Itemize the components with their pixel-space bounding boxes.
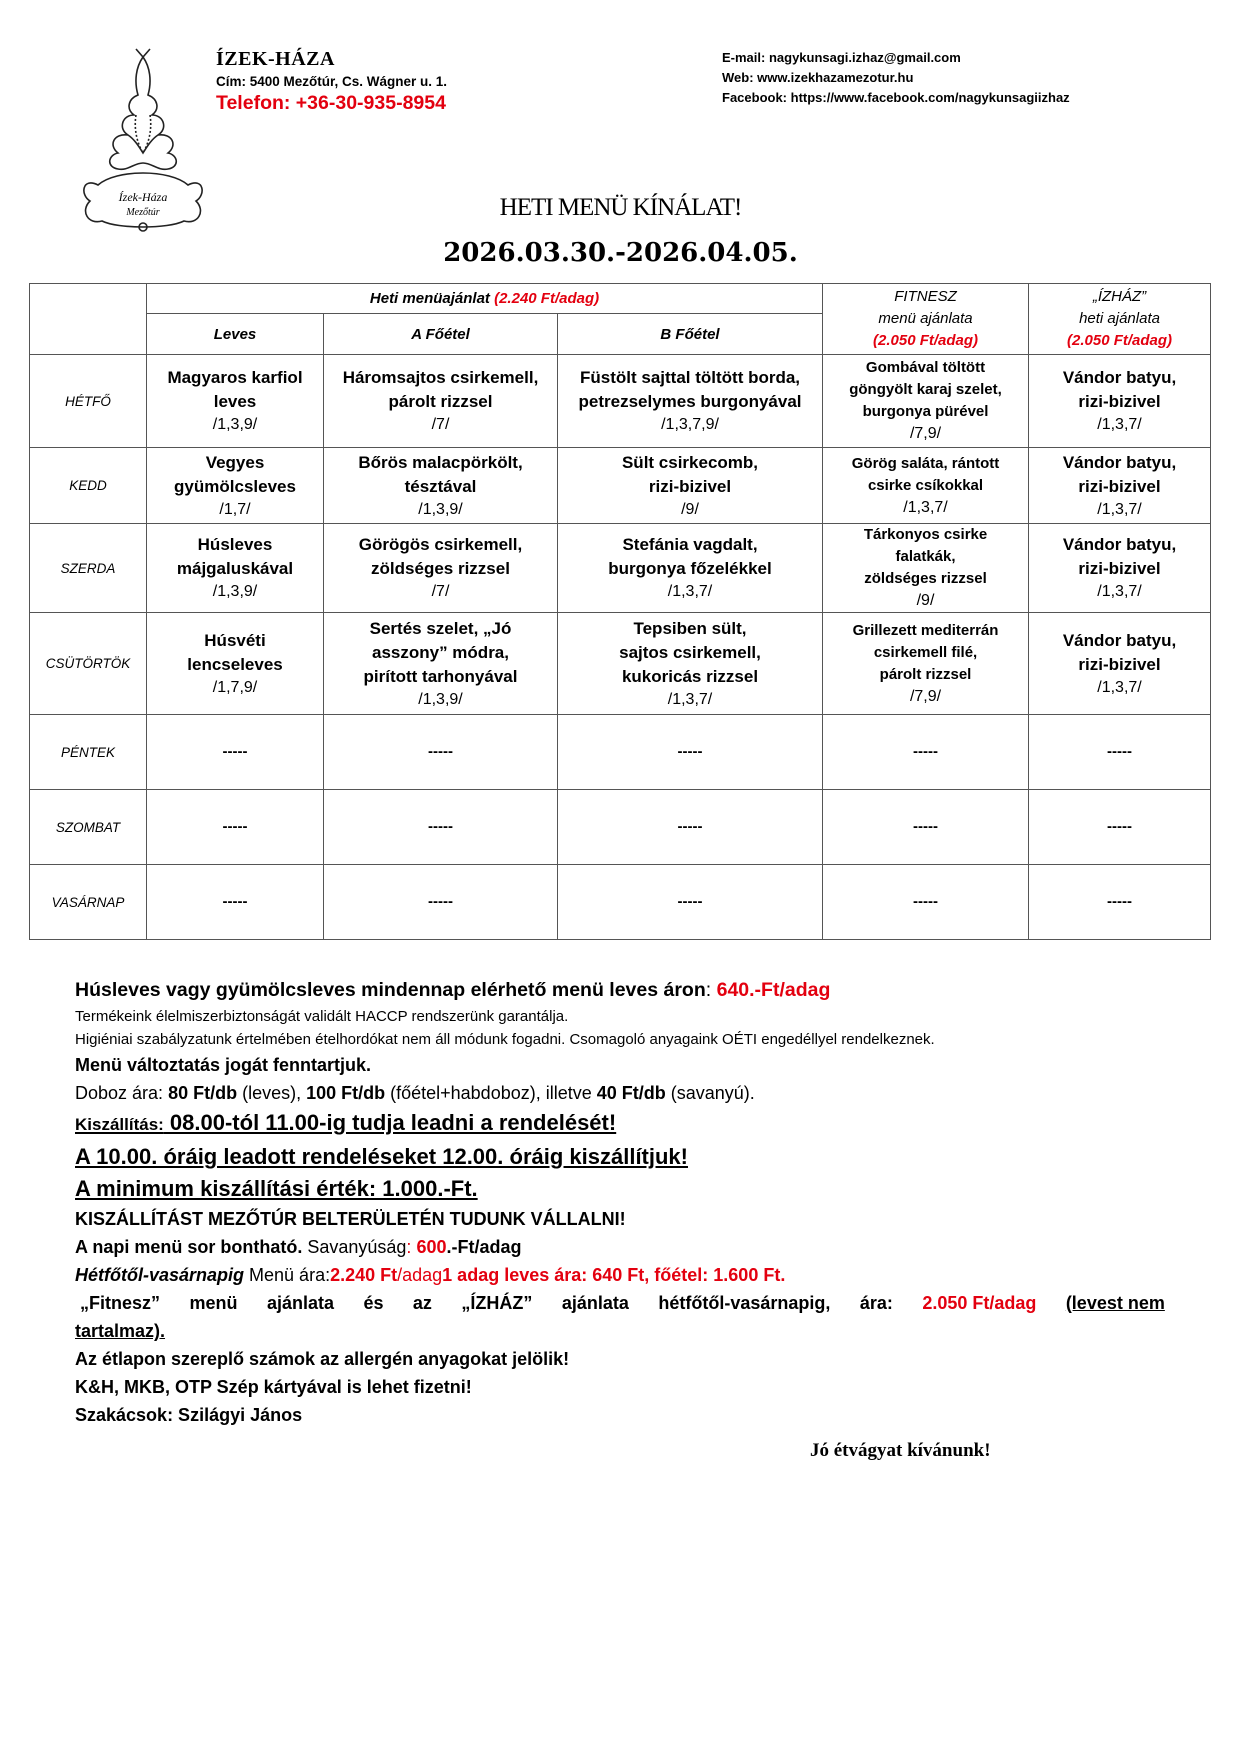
fitness-word: ára: (859, 1293, 893, 1313)
allergen-codes: /1,7,9/ (212, 678, 258, 696)
allergen-codes: /1,3,7/ (1097, 416, 1142, 433)
dish-name: zöldséges rizzsel (371, 559, 510, 578)
fitness-header-price: (2.050 Ft/adag) (873, 332, 979, 349)
note-soup-offer (75, 976, 1165, 1005)
pickle-unit: .-Ft/adag (446, 1237, 522, 1257)
empty-marker: ----- (428, 818, 453, 835)
bon-appetit: Jó étvágyat kívánunk! (810, 1440, 991, 1461)
menu-cell-izhaz (1029, 790, 1211, 865)
dish-name: Stefánia vagdalt, (622, 535, 758, 554)
contact-web[interactable]: Web: www.izekhazamezotur.hu (722, 70, 914, 85)
note-soup-price: 640.-Ft/adag (711, 979, 831, 1001)
dish-name: Húsvéti (204, 630, 266, 650)
dish-name: Vándor batyu, (1062, 452, 1177, 472)
empty-marker: ----- (1107, 893, 1132, 910)
table-row (30, 790, 1211, 865)
note-payment-cards: K&H, MKB, OTP Szép kártyával is lehet fizetni! (75, 1377, 472, 1397)
day-label: VASÁRNAP (30, 865, 147, 940)
dish-name: Vándor batyu, (1062, 630, 1177, 650)
note-soup-colon: : (705, 979, 712, 1001)
fitness-word: ajánlata (561, 1293, 629, 1313)
allergen-codes: /1,3,7/ (667, 690, 713, 708)
note-delivery-promise: A 10.00. óráig leadott rendeléseket 12.00. óráig kiszállítjuk! (75, 1144, 688, 1169)
menu-cell-main-b (558, 865, 823, 940)
fitness-note-end: tartalmaz). (75, 1321, 166, 1341)
menu-cell-soup (147, 715, 324, 790)
dish-name: rizi-bizivel (1078, 476, 1161, 496)
fitness-header (823, 284, 1029, 355)
menu-cell-soup (147, 865, 324, 940)
allergen-codes: /7,9/ (909, 425, 942, 442)
table-row (30, 865, 1211, 940)
fitness-word: menü (189, 1293, 238, 1313)
menu-cell-main-a (324, 613, 558, 715)
dish-name: Görög saláta, rántott (851, 454, 1000, 472)
weekly-price-unit: /adag (397, 1265, 443, 1285)
menu-cell-fitness (823, 448, 1029, 524)
dish-name: asszony” módra, (372, 642, 509, 662)
pickle-label: Savanyúság (302, 1237, 407, 1257)
menu-table (29, 283, 1211, 940)
menu-cell-izhaz (1029, 448, 1211, 524)
col-header-main-b: B Főétel (558, 314, 823, 355)
dish-name: Vegyes (205, 452, 265, 472)
menu-cell-main-a (324, 448, 558, 524)
empty-marker: ----- (222, 893, 248, 910)
empty-marker: ----- (1107, 818, 1132, 835)
izhaz-header (1029, 284, 1211, 355)
dish-name: pirított tarhonyával (363, 666, 518, 686)
dish-name: Gombával töltött (865, 359, 986, 376)
table-row (30, 613, 1211, 715)
dish-name: Bőrös malacpörkölt, (358, 452, 523, 472)
date-range: 2026.03.30.-2026.04.05. (443, 238, 798, 268)
menu-cell-fitness (823, 524, 1029, 613)
allergen-codes: /1,3,9/ (418, 500, 463, 518)
weekly-offer-price: (2.240 Ft/adag) (494, 290, 600, 307)
col-header-soup: Leves (147, 314, 324, 355)
menu-cell-fitness (823, 715, 1029, 790)
empty-marker: ----- (913, 893, 938, 910)
day-label: SZOMBAT (30, 790, 147, 865)
logo-subtext: Mezőtúr (126, 207, 160, 218)
dish-name: rizi-bizivel (1078, 654, 1161, 674)
note-delivery-time (75, 1107, 1165, 1141)
allergen-codes: /1,3,7/ (1097, 678, 1142, 696)
day-label: CSÜTÖRTÖK (30, 613, 147, 715)
dish-name: Vándor batyu, (1062, 368, 1177, 387)
empty-marker: ----- (677, 893, 703, 910)
dish-name: rizi-bizivel (1078, 392, 1161, 411)
delivery-time: 08.00-tól 11.00-ig tudja leadni a rendelését! (163, 1110, 617, 1135)
allergen-codes: /1,3,7/ (903, 498, 948, 516)
weekly-offer-label: Heti menüajánlat (369, 290, 490, 307)
day-label: SZERDA (30, 524, 147, 613)
empty-marker: ----- (913, 743, 938, 760)
dish-name: gyümölcsleves (174, 476, 296, 496)
weekly-days: Hétfőtől-vasárnapig (75, 1265, 245, 1285)
menu-cell-main-a (324, 355, 558, 448)
menu-cell-main-b (558, 613, 823, 715)
menu-cell-izhaz (1029, 865, 1211, 940)
weekly-price-detail: 1 adag leves ára: 640 Ft, főétel: 1.600 Ft. (442, 1265, 786, 1285)
split-text: A napi menü sor bontható. (75, 1237, 303, 1257)
dish-name: Füstölt sajttal töltött borda, (579, 368, 801, 387)
menu-cell-main-b (558, 524, 823, 613)
corner-cell (30, 284, 147, 355)
dish-name: sajtos csirkemell, (619, 642, 761, 662)
dish-name: Grillezett mediterrán (852, 621, 999, 639)
fitness-word: ajánlata (266, 1293, 334, 1313)
table-row (30, 355, 1211, 448)
box-price-main: 100 Ft/db (306, 1083, 386, 1103)
box-text-soup: (leves), (237, 1083, 307, 1103)
izhaz-header-title: „ÍZHÁZ” (1092, 288, 1147, 305)
fitness-word: „ÍZHÁZ” (461, 1293, 533, 1313)
note-hygiene: Higiéniai szabályzatunk értelmében ételhordókat nem áll módunk fogadni. Csomagoló anyagaink OÉTI engedéllyel rendelkeznek. (75, 1031, 935, 1048)
allergen-codes: /7/ (431, 416, 450, 433)
fitness-word: „Fitnesz” (80, 1293, 161, 1313)
page-title: HETI MENÜ KÍNÁLAT! (499, 194, 742, 221)
menu-cell-soup (147, 790, 324, 865)
delivery-label: Kiszállítás: (75, 1115, 164, 1134)
day-label: PÉNTEK (30, 715, 147, 790)
dish-name: Háromsajtos csirkemell, (342, 368, 539, 387)
pickle-price: 600 (411, 1237, 447, 1257)
business-info (216, 48, 447, 115)
dish-name: csirke csíkokkal (867, 476, 984, 494)
menu-cell-soup (147, 448, 324, 524)
table-row (30, 715, 1211, 790)
allergen-codes: /1,3,7/ (667, 583, 713, 600)
menu-cell-main-b (558, 448, 823, 524)
box-text-pickle: (savanyú). (665, 1083, 755, 1103)
allergen-codes: /9/ (916, 592, 935, 609)
dish-name: rizi-bizivel (1078, 559, 1161, 578)
menu-cell-izhaz (1029, 613, 1211, 715)
logo-text: Ízek-Háza (118, 190, 168, 204)
allergen-codes: /1,3,7,9/ (661, 416, 719, 433)
allergen-codes: /1,3,7/ (1097, 583, 1142, 600)
box-text-main: (főétel+habdoboz), illetve (385, 1083, 597, 1103)
empty-marker: ----- (677, 743, 703, 760)
empty-marker: ----- (428, 743, 453, 760)
dish-name: rizi-bizivel (648, 476, 732, 496)
contact-email[interactable]: E-mail: nagykunsagi.izhaz@gmail.com (722, 50, 961, 65)
note-chefs: Szakácsok: Szilágyi János (75, 1405, 303, 1425)
izhaz-header-price: (2.050 Ft/adag) (1067, 332, 1173, 349)
dish-name: májgaluskával (176, 559, 294, 578)
pickle-colon: : (406, 1237, 412, 1257)
dish-name: csirkemell filé, (873, 643, 978, 661)
allergen-codes: /1,3,9/ (418, 690, 463, 708)
dish-name: lencseleves (187, 654, 283, 674)
allergen-codes: /1,3,7/ (1097, 500, 1142, 518)
note-minimum-order: A minimum kiszállítási érték: 1.000.-Ft. (75, 1176, 478, 1201)
business-name: ÍZEK-HÁZA (216, 48, 335, 70)
allergen-codes: /7/ (431, 583, 450, 600)
dish-name: Sertés szelet, „Jó (369, 618, 512, 638)
business-address: Cím: 5400 Mezőtúr, Cs. Wágner u. 1. (216, 74, 448, 89)
allergen-codes: /1,3,9/ (212, 416, 258, 433)
table-row (30, 448, 1211, 524)
menu-cell-soup (147, 524, 324, 613)
dish-name: leves (213, 392, 257, 411)
empty-marker: ----- (913, 818, 938, 835)
table-row (30, 524, 1211, 613)
dish-name: göngyölt karaj szelet, (849, 381, 1002, 398)
dish-name: falatkák, (895, 548, 956, 565)
empty-marker: ----- (222, 818, 248, 835)
empty-marker: ----- (428, 893, 453, 910)
fitness-word: és (363, 1293, 384, 1313)
dish-name: Görögös csirkemell, (358, 535, 523, 554)
dish-name: burgonya főzelékkel (608, 559, 772, 578)
menu-cell-fitness (823, 613, 1029, 715)
note-box-prices (75, 1079, 1165, 1107)
dish-name: kukoricás rizzsel (621, 666, 759, 686)
dish-name: Vándor batyu, (1062, 535, 1177, 554)
weekly-price-value: 2.240 Ft (330, 1265, 398, 1285)
menu-cell-soup (147, 355, 324, 448)
menu-cell-main-b (558, 715, 823, 790)
table-header-row (30, 284, 1211, 314)
dish-name: Sült csirkecomb, (621, 452, 759, 472)
menu-cell-main-a (324, 865, 558, 940)
col-header-main-a: A Főétel (324, 314, 558, 355)
menu-cell-fitness (823, 790, 1029, 865)
note-delivery-area: KISZÁLLÍTÁST MEZŐTÚR BELTERÜLETÉN TUDUNK VÁLLALNI! (75, 1209, 626, 1229)
fitness-header-title: FITNESZ (894, 288, 957, 305)
menu-cell-izhaz (1029, 524, 1211, 613)
note-fitness-offer (75, 1289, 1165, 1317)
dish-name: párolt rizzsel (879, 665, 972, 683)
dish-name: párolt rizzsel (388, 392, 493, 411)
dish-name: burgonya pürével (862, 403, 989, 420)
dish-name: Tepsiben sült, (633, 618, 747, 638)
empty-marker: ----- (1107, 743, 1132, 760)
box-price-pickle: 40 Ft/db (596, 1083, 666, 1103)
fitness-header-subtitle: menü ajánlata (878, 310, 973, 327)
menu-cell-main-a (324, 524, 558, 613)
dish-name: Magyaros karfiol (167, 368, 303, 387)
fitness-note-start: (levest nem (1065, 1293, 1165, 1313)
izhaz-header-subtitle: heti ajánlata (1079, 310, 1160, 327)
weekly-price-label: Menü ára: (244, 1265, 331, 1285)
day-label: KEDD (30, 448, 147, 524)
contact-info (722, 48, 1070, 108)
weekly-offer-header (147, 284, 823, 314)
note-changes: Menü változtatás jogát fenntartjuk. (75, 1055, 372, 1075)
dish-name: tésztával (404, 476, 477, 496)
note-allergens: Az étlapon szereplő számok az allergén anyagokat jelölik! (75, 1349, 570, 1369)
day-label: HÉTFŐ (30, 355, 147, 448)
dish-name: Húsleves (197, 535, 273, 554)
contact-facebook[interactable]: Facebook: https://www.facebook.com/nagykunsagiizhaz (722, 90, 1070, 105)
notes-section (75, 976, 1165, 1429)
menu-cell-soup (147, 613, 324, 715)
fitness-word: az (412, 1293, 432, 1313)
box-label: Doboz ára: (75, 1083, 169, 1103)
menu-cell-main-a (324, 790, 558, 865)
note-split-menu (75, 1233, 1165, 1261)
fitness-price: 2.050 Ft/adag (922, 1293, 1037, 1313)
note-weekly-price (75, 1261, 1165, 1289)
empty-marker: ----- (222, 743, 248, 760)
dish-name: zöldséges rizzsel (864, 570, 987, 587)
menu-cell-izhaz (1029, 355, 1211, 448)
menu-cell-izhaz (1029, 715, 1211, 790)
business-phone[interactable]: Telefon: +36-30-935-8954 (216, 92, 446, 114)
dish-name: Tárkonyos csirke (863, 526, 988, 543)
note-soup-text: Húsleves vagy gyümölcsleves mindennap elérhető menü leves áron (75, 979, 706, 1001)
menu-cell-main-b (558, 355, 823, 448)
menu-cell-main-b (558, 790, 823, 865)
allergen-codes: /7,9/ (909, 687, 942, 705)
fitness-word: hétfőtől-vasárnapig, (658, 1293, 831, 1313)
box-price-soup: 80 Ft/db (168, 1083, 238, 1103)
allergen-codes: /1,7/ (219, 500, 251, 518)
dish-name: petrezselymes burgonyával (578, 392, 802, 411)
menu-cell-fitness (823, 865, 1029, 940)
allergen-codes: /9/ (681, 500, 699, 518)
note-haccp: Termékeink élelmiszerbiztonságát validált HACCP rendszerünk garantálja. (75, 1008, 569, 1025)
allergen-codes: /1,3,9/ (212, 583, 258, 600)
menu-cell-main-a (324, 715, 558, 790)
empty-marker: ----- (677, 818, 703, 835)
menu-cell-fitness (823, 355, 1029, 448)
